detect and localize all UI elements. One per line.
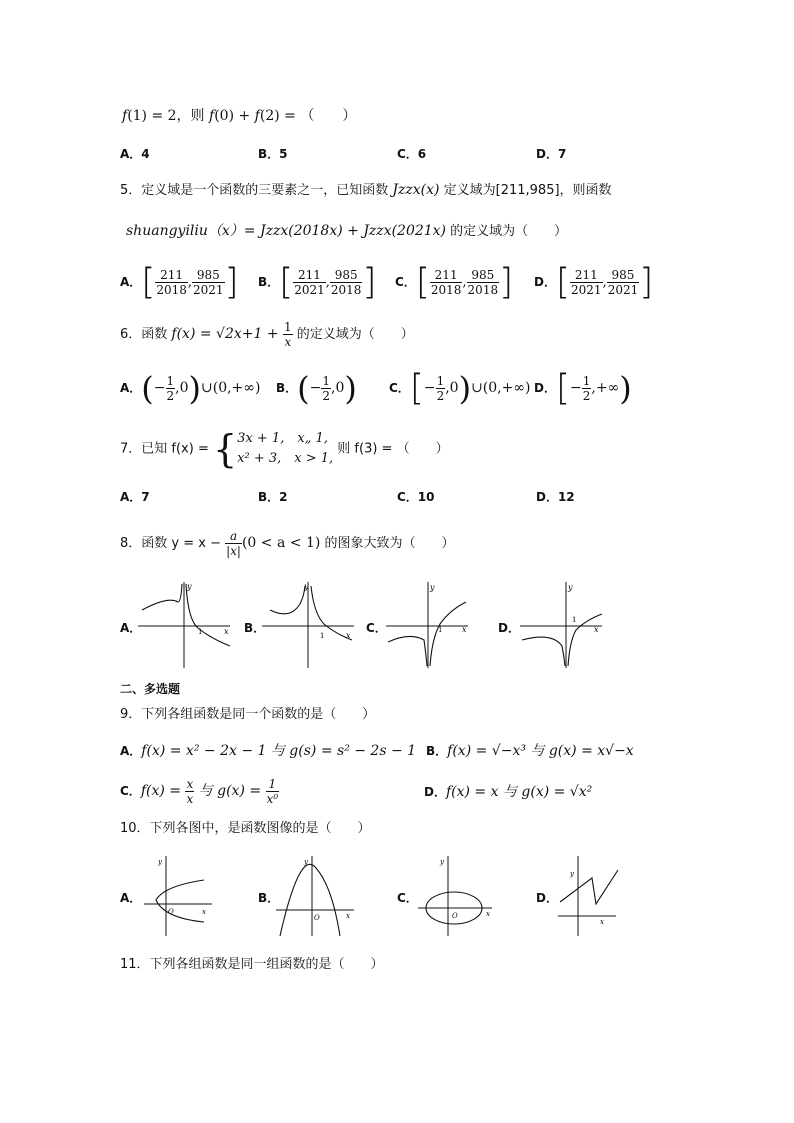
q5-option-b-letter: B． bbox=[258, 275, 280, 289]
q7-case2: x² + 3, x > 1, bbox=[237, 451, 334, 466]
q6-b-half: $\frac{1}{2}$ bbox=[322, 374, 331, 403]
q10-graph-d bbox=[556, 852, 622, 938]
svg-text:1: 1 bbox=[438, 626, 443, 634]
q9-d-math: f(x) = x 与 g(x) = √x² bbox=[445, 784, 593, 800]
curve-left bbox=[522, 637, 565, 666]
q5-line1-a: 5．定义域是一个函数的三要素之一，已知函数 bbox=[120, 183, 393, 198]
svg-text:x: x bbox=[346, 912, 350, 920]
q8-suffix: 的图象大致为（ ） bbox=[320, 536, 455, 551]
q8-graph-d bbox=[520, 580, 620, 670]
svg-text:x: x bbox=[594, 625, 599, 634]
q9-option-d: D．f(x) = x 与 g(x) = √x² bbox=[424, 784, 593, 800]
q5-b-frac1: $\frac{211}{2021}$ bbox=[294, 268, 325, 297]
svg-text:x: x bbox=[462, 625, 467, 634]
q8-graph-c bbox=[386, 580, 486, 670]
q4-option-a: A．4 bbox=[120, 147, 150, 161]
q8-label-a: A． bbox=[120, 621, 142, 635]
q8-stem bbox=[120, 526, 454, 561]
q8-label-c: C． bbox=[366, 621, 387, 635]
q5-option-d: D．[ $\frac{211}{2021}$ , $\frac{985}{2021}$ ] bbox=[534, 261, 654, 303]
q5-option-a-letter: A． bbox=[120, 275, 142, 289]
q6-d-half: $\frac{1}{2}$ bbox=[582, 374, 591, 403]
q7-option-b: B．2 bbox=[258, 490, 288, 504]
svg-text:y: y bbox=[304, 858, 308, 866]
q9-option-b: B．f(x) = √−x³ 与 g(x) = x√−x bbox=[426, 743, 634, 759]
q7-option-a: A．7 bbox=[120, 490, 150, 504]
q7-prefix: 7．已知 f(x) = bbox=[120, 441, 213, 457]
q4-option-d: D．7 bbox=[536, 147, 567, 161]
q5-a-rbrack: ] bbox=[224, 261, 239, 303]
q5-option-b: B．[ $\frac{211}{2021}$ , $\frac{985}{2018}$ ] bbox=[258, 261, 377, 303]
q10-label-c: C． bbox=[397, 891, 418, 905]
q5-line1-b: 定义域为[211,985]，则函数 bbox=[439, 183, 612, 198]
q4-option-b: B．5 bbox=[258, 147, 288, 161]
q5-option-c: C．[ $\frac{211}{2018}$ , $\frac{985}{2018}$ ] bbox=[395, 261, 514, 303]
q5-option-a: A．[ $\frac{211}{2018}$ , $\frac{985}{2021}$ ] bbox=[120, 261, 239, 303]
q8-prefix: 8．函数 y = x − bbox=[120, 536, 226, 551]
svg-text:y: y bbox=[568, 583, 573, 592]
q8-graph-a bbox=[138, 580, 238, 670]
q6-fx: f(x) = √2x+1 + bbox=[171, 326, 284, 342]
curve bbox=[560, 870, 618, 904]
section-title: 二、多选题 bbox=[120, 682, 181, 696]
q7-stem: 7．已知 f(x) = { 3x + 1, x„ 1, x² + 3, x > 1, 则 f(3) = （ ） bbox=[120, 427, 449, 471]
q8-frac: $\frac{a}{|x|}$ bbox=[226, 529, 241, 558]
q8-label-d: D． bbox=[498, 621, 520, 635]
curve-right bbox=[186, 584, 230, 646]
curve-left bbox=[270, 586, 305, 614]
q4-f3: f bbox=[254, 108, 260, 124]
q4-option-c: C．6 bbox=[397, 147, 427, 161]
q9-c-frac2: $\frac{1}{\text{x⁰}}$ bbox=[266, 777, 279, 806]
q5-line2-b: 的定义域为（ ） bbox=[446, 224, 568, 239]
q5-line1 bbox=[120, 181, 612, 200]
svg-text:x: x bbox=[486, 910, 490, 918]
q4-part-e: (2) = （ ） bbox=[259, 108, 357, 124]
q6-stem bbox=[120, 318, 414, 351]
q8-cond: (0 < a < 1) bbox=[241, 535, 321, 551]
svg-text:O: O bbox=[452, 912, 458, 920]
q5-a-lbrack: [ bbox=[141, 261, 156, 303]
svg-text:1: 1 bbox=[198, 628, 203, 636]
q9-option-c: C．f(x) = $\frac{x}{x}$ 与 g(x) = $\frac{1}{\text{x⁰}}$ bbox=[120, 777, 279, 806]
q7-option-c: C．10 bbox=[397, 490, 435, 504]
q6-c-half: $\frac{1}{2}$ bbox=[436, 374, 445, 403]
q10-graph-c bbox=[418, 852, 498, 938]
q6-option-c: C．[− $\frac{1}{2}$ ,0)∪(0,+∞) bbox=[389, 367, 531, 409]
q5-d-frac1: $\frac{211}{2021}$ bbox=[571, 268, 602, 297]
svg-text:y: y bbox=[187, 582, 192, 591]
svg-text:y: y bbox=[440, 858, 444, 866]
q10-label-b: B． bbox=[258, 891, 280, 905]
q5-option-d-letter: D． bbox=[534, 275, 556, 289]
q9-b-math: f(x) = √−x³ 与 g(x) = x√−x bbox=[447, 743, 634, 759]
q4-part-c: (0) + bbox=[214, 108, 255, 124]
q10-stem: 10．下列各图中，是函数图像的是（ ） bbox=[120, 821, 371, 836]
q6-suffix: 的定义域为（ ） bbox=[292, 327, 414, 342]
q5-a-frac1: $\frac{211}{2018}$ bbox=[156, 268, 187, 297]
q10-label-a: A． bbox=[120, 891, 142, 905]
svg-text:y: y bbox=[570, 870, 574, 878]
svg-text:y: y bbox=[430, 583, 435, 592]
svg-text:1: 1 bbox=[572, 616, 577, 624]
q7-case1: 3x + 1, x„ 1, bbox=[237, 431, 328, 446]
q5-line2-fn: shuangyiliu（x）= Jzzx(2018x) + Jzzx(2021x) bbox=[126, 223, 447, 239]
q6-option-d: D．[− $\frac{1}{2}$ ,+∞) bbox=[534, 367, 632, 409]
q5-b-frac2: $\frac{985}{2018}$ bbox=[330, 268, 362, 297]
q8-graph-b bbox=[262, 580, 362, 670]
q7-option-d: D．12 bbox=[536, 490, 575, 504]
curve bbox=[156, 880, 204, 922]
curve-left bbox=[388, 636, 427, 666]
q6-prefix: 6．函数 bbox=[120, 327, 172, 342]
q8-label-b: B． bbox=[244, 621, 266, 635]
q6-frac: $\frac{1}{x}$ bbox=[284, 320, 292, 349]
q6-option-a: A．(− $\frac{1}{2}$ ,0)∪(0,+∞) bbox=[120, 369, 261, 408]
q5-option-c-letter: C． bbox=[395, 275, 416, 289]
svg-text:x: x bbox=[224, 627, 229, 636]
q6-a-half: $\frac{1}{2}$ bbox=[166, 374, 175, 403]
q6-option-b: B．(− $\frac{1}{2}$ ,0) bbox=[276, 369, 357, 408]
q4-f1: f bbox=[122, 108, 128, 124]
q9-stem: 9．下列各组函数是同一个函数的是（ ） bbox=[120, 707, 376, 722]
svg-text:O: O bbox=[168, 908, 174, 916]
svg-text:y: y bbox=[158, 858, 162, 866]
q7-suffix: 则 f(3) = （ ） bbox=[333, 441, 449, 457]
q4-f2: f bbox=[209, 108, 215, 124]
q4-part-a: (1) = 2，则 bbox=[127, 108, 210, 124]
q4-stem bbox=[122, 107, 356, 126]
svg-text:x: x bbox=[600, 918, 604, 926]
q9-a-math: f(x) = x² − 2x − 1 与 g(s) = s² − 2s − 1 bbox=[141, 743, 417, 759]
q5-fn: Jzzx(x) bbox=[392, 182, 440, 198]
curve-right bbox=[430, 602, 466, 666]
svg-text:O: O bbox=[314, 914, 320, 922]
curve bbox=[280, 864, 340, 936]
q5-line2 bbox=[126, 222, 567, 241]
q5-d-frac2: $\frac{985}{2021}$ bbox=[607, 268, 639, 297]
q5-a-frac2: $\frac{985}{2021}$ bbox=[193, 268, 224, 297]
q5-c-frac2: $\frac{985}{2018}$ bbox=[467, 268, 499, 297]
q9-c-frac1: $\frac{x}{x}$ bbox=[186, 777, 194, 806]
curve-left bbox=[142, 584, 182, 610]
svg-text:y: y bbox=[304, 582, 309, 591]
q10-graph-b bbox=[276, 852, 360, 938]
q10-label-d: D． bbox=[536, 891, 558, 905]
q9-option-a: A．f(x) = x² − 2x − 1 与 g(s) = s² − 2s − 1 bbox=[120, 743, 417, 759]
q11-stem: 11．下列各组函数是同一组函数的是（ ） bbox=[120, 957, 384, 972]
svg-text:1: 1 bbox=[320, 632, 325, 640]
q10-graph-a bbox=[144, 852, 214, 938]
q5-c-frac1: $\frac{211}{2018}$ bbox=[430, 268, 462, 297]
svg-text:x: x bbox=[346, 631, 351, 640]
svg-text:x: x bbox=[202, 908, 206, 916]
